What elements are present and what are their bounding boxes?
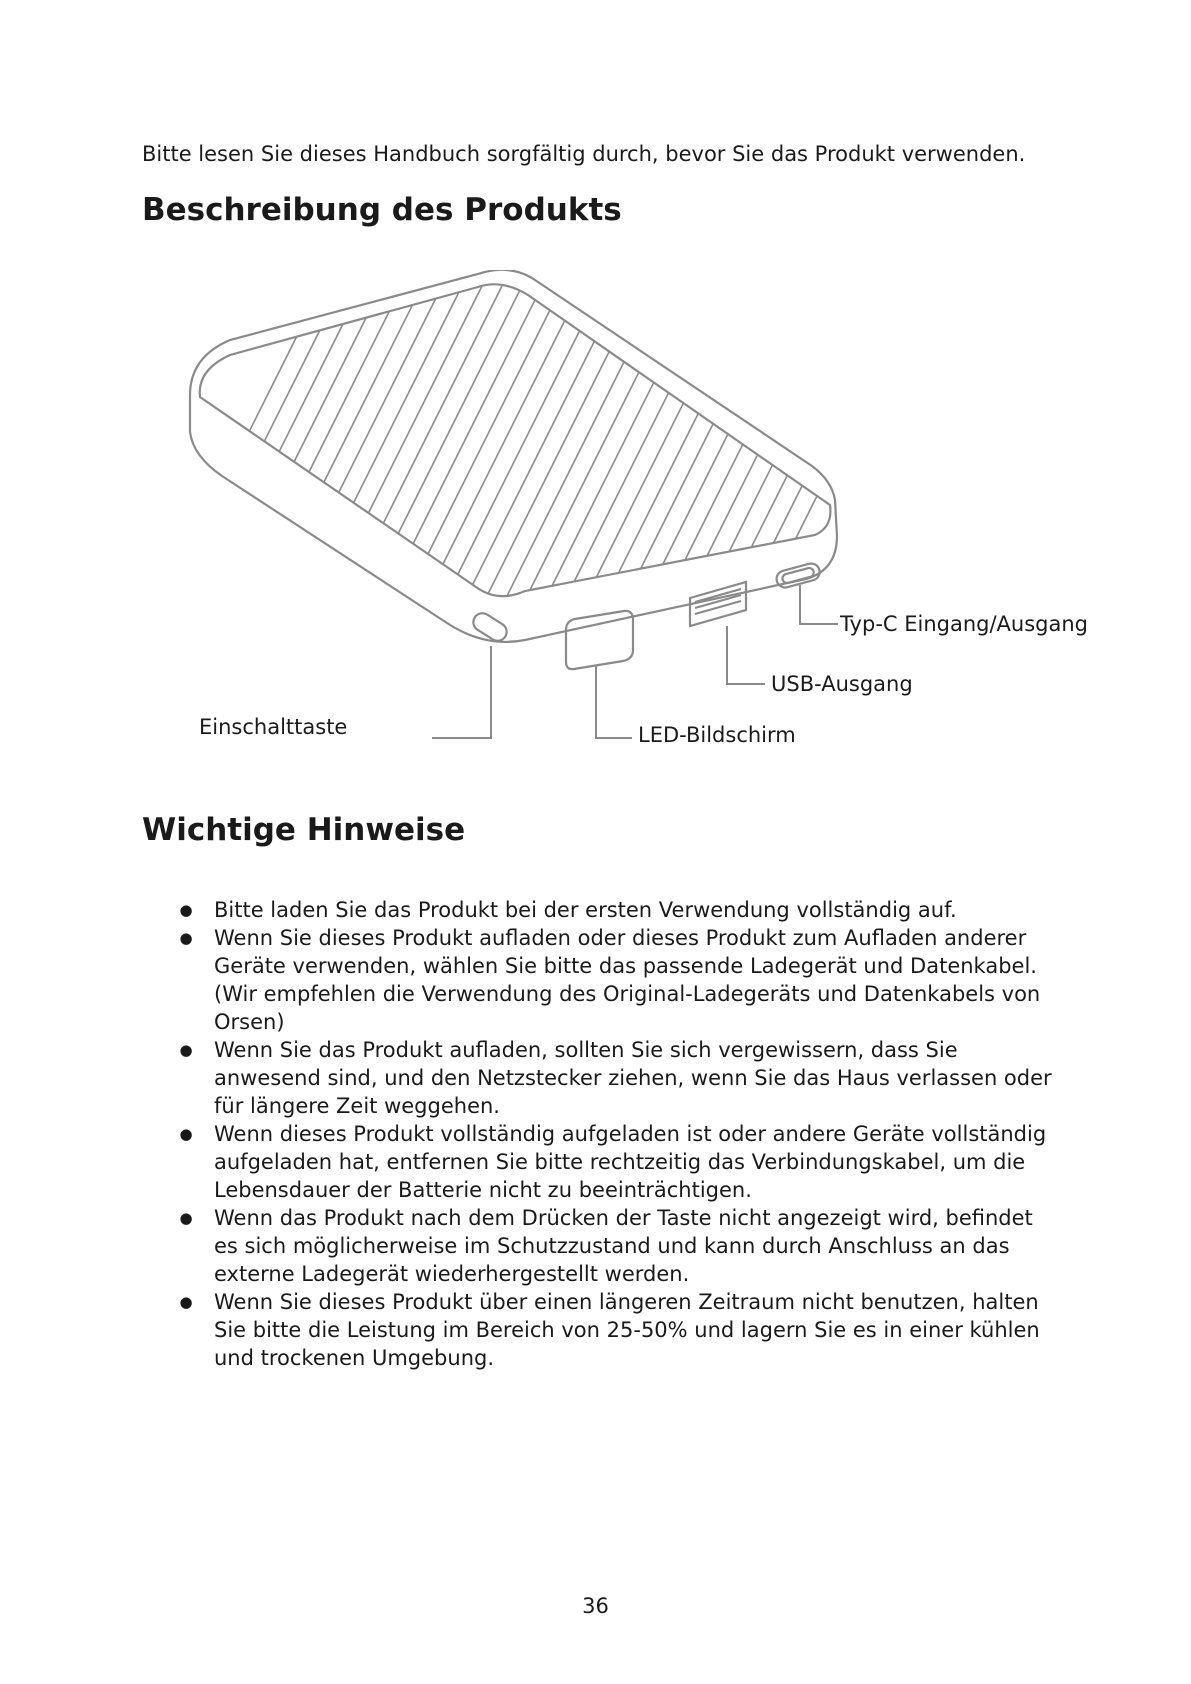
bullet-icon: ● bbox=[179, 901, 193, 919]
intro-text: Bitte lesen Sie dieses Handbuch sorgfältig durch, bevor Sie das Produkt verwenden. bbox=[142, 142, 1026, 166]
usb-port bbox=[690, 582, 746, 626]
bullet-icon: ● bbox=[179, 1041, 193, 1059]
callout-power-button: Einschalttaste bbox=[199, 715, 348, 739]
bullet-icon: ● bbox=[179, 1209, 193, 1227]
list-item: ● Wenn dieses Produkt vollständig aufgeladen ist oder andere Geräte vollständig aufgeladen hat, entfernen Sie bitte rechtzeitig das Verbindungskabel, um die Lebensdauer der Batterie nicht zu beeinträchtigen. bbox=[176, 1120, 1056, 1204]
callout-lines bbox=[432, 585, 838, 738]
diagonal-stripe-pattern bbox=[140, 270, 940, 650]
power-bank-body bbox=[190, 270, 837, 642]
page-number: 36 bbox=[582, 1594, 609, 1618]
callout-led-screen: LED-Bildschirm bbox=[638, 723, 796, 747]
section-title-description: Beschreibung des Produkts bbox=[142, 192, 622, 228]
notes-list bbox=[176, 896, 1056, 1372]
callout-typec: Typ-C Eingang/Ausgang bbox=[840, 612, 1089, 636]
bullet-icon: ● bbox=[179, 1293, 193, 1311]
ports bbox=[470, 562, 822, 670]
bullet-icon: ● bbox=[179, 1125, 193, 1143]
power-bank-illustration bbox=[0, 270, 1191, 750]
bullet-icon: ● bbox=[179, 929, 193, 947]
section-title-notes: Wichtige Hinweise bbox=[142, 812, 466, 848]
list-item: ● Wenn Sie dieses Produkt über einen längeren Zeitraum nicht benutzen, halten Sie bitte die Leistung im Bereich von 25-50% und lagern Sie es in einer kühlen und trockenen Umgebung. bbox=[176, 1288, 1056, 1372]
power-button bbox=[470, 610, 510, 644]
list-item: ● Wenn Sie das Produkt aufladen, sollten Sie sich vergewissern, dass Sie anwesend sind, und den Netzstecker ziehen, wenn Sie das Haus verlassen oder für längere Zeit weggehen. bbox=[176, 1036, 1056, 1120]
list-item: ● Wenn das Produkt nach dem Drücken der Taste nicht angezeigt wird, befindet es sich möglicherweise im Schutzzustand und kann durch Anschluss an das externe Ladegerät wiederhergestellt werden. bbox=[176, 1204, 1056, 1288]
list-item: ● Wenn Sie dieses Produkt aufladen oder dieses Produkt zum Aufladen anderer Geräte verwenden, wählen Sie bitte das passende Ladegerät und Datenkabel. (Wir empfehlen die Verwendung des Original-Ladegeräts und Datenkabels von Orsen) bbox=[176, 924, 1056, 1036]
list-item: ● Bitte laden Sie das Produkt bei der ersten Verwendung vollständig auf. bbox=[176, 896, 1056, 924]
callout-usb: USB-Ausgang bbox=[771, 672, 913, 696]
